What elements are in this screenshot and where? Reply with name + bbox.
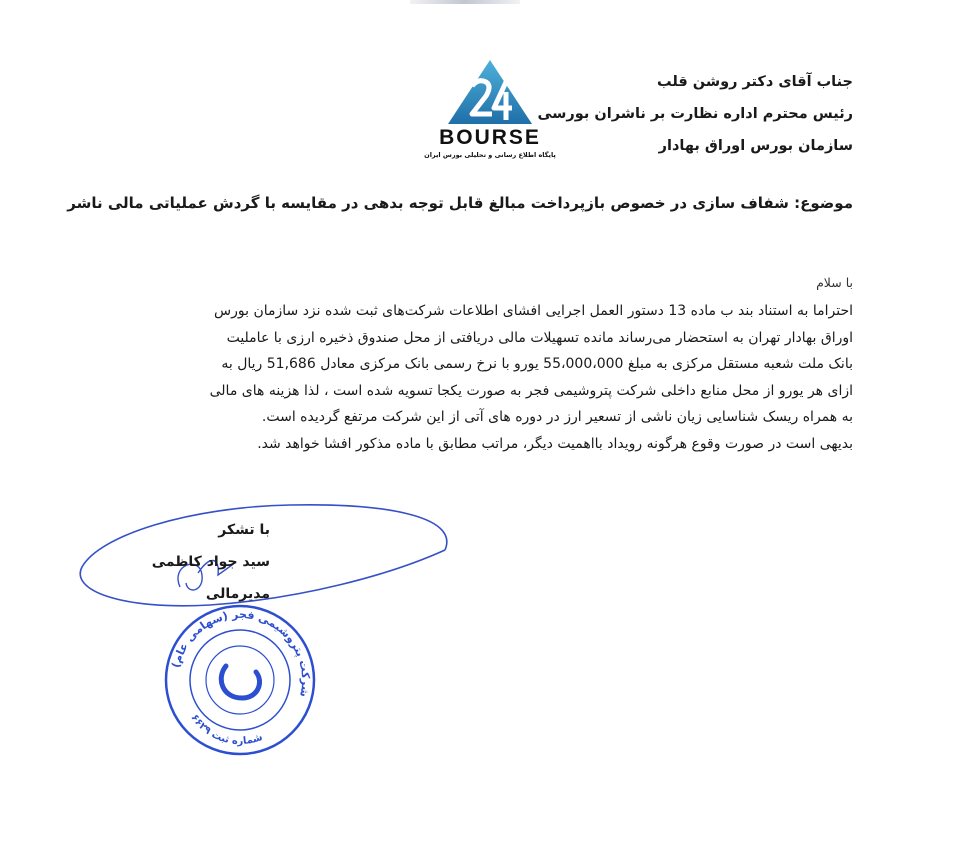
signature-thanks: با تشکر xyxy=(218,522,270,538)
stamp-registration: شماره ثبت ۶۶۲۹ xyxy=(188,712,264,748)
recipient-title: رئیس محترم اداره نظارت بر ناشران بورسی xyxy=(537,106,853,122)
signature-block xyxy=(150,514,270,610)
signatory-title: مدیرمالی xyxy=(205,586,270,602)
subject-line: موضوع: شفاف سازی در خصوص بازپرداخت مبالغ قابل توجه بدهی در مقایسه با گردش عملیاتی مالی ناشر xyxy=(67,194,853,212)
recipient-block xyxy=(473,66,853,162)
body-line: بانک ملت شعبه مستقل مرکزی به مبلغ 55،000،000 یورو با نرخ رسمی بانک مرکزی معادل 51,686 ریال به xyxy=(221,356,853,372)
recipient-organization: سازمان بورس اوراق بهادار xyxy=(658,138,853,154)
letter-body xyxy=(133,298,853,457)
body-line: ازای هر یورو از محل منابع داخلی شرکت پتروشیمی فجر به صورت یکجا تسویه شده است ، لذا هزینه های مالی xyxy=(209,382,853,399)
body-line: به همراه ریسک شناسایی زیان ناشی از تسعیر ارز در دوره های آتی از این شرکت مرتفع گردیده است. xyxy=(261,409,853,425)
stamp-company-name: شرکت پتروشیمی فجر (سهامی عام) xyxy=(169,607,313,699)
body-line: اوراق بهادار تهران به استحضار می‌رساند مانده تسهیلات مالی دریافتی از محل صندوق ذخیره ارزی با عاملیت xyxy=(226,329,853,346)
closing-paragraph: بدیهی است در صورت وقوع هرگونه رویداد بااهمیت دیگر، مراتب مطابق با ماده مذکور افشا خواهد شد. xyxy=(257,435,853,452)
logo-tagline: پایگاه اطلاع رسانی و تحلیلی بورس ایران xyxy=(424,151,556,159)
scan-artifact xyxy=(410,0,520,4)
company-stamp xyxy=(160,600,320,760)
recipient-name: جناب آقای دکتر روشن قلب xyxy=(656,74,853,90)
logo-wordmark: BOURSE xyxy=(439,126,541,149)
signatory-name: سید جواد کاظمی xyxy=(151,554,270,570)
greeting: با سلام xyxy=(816,275,853,290)
body-line: احتراما به استناد بند ب ماده 13 دستور العمل اجرایی افشای اطلاعات شرکت‌های ثبت شده نزد سازمان بورس xyxy=(214,303,853,319)
